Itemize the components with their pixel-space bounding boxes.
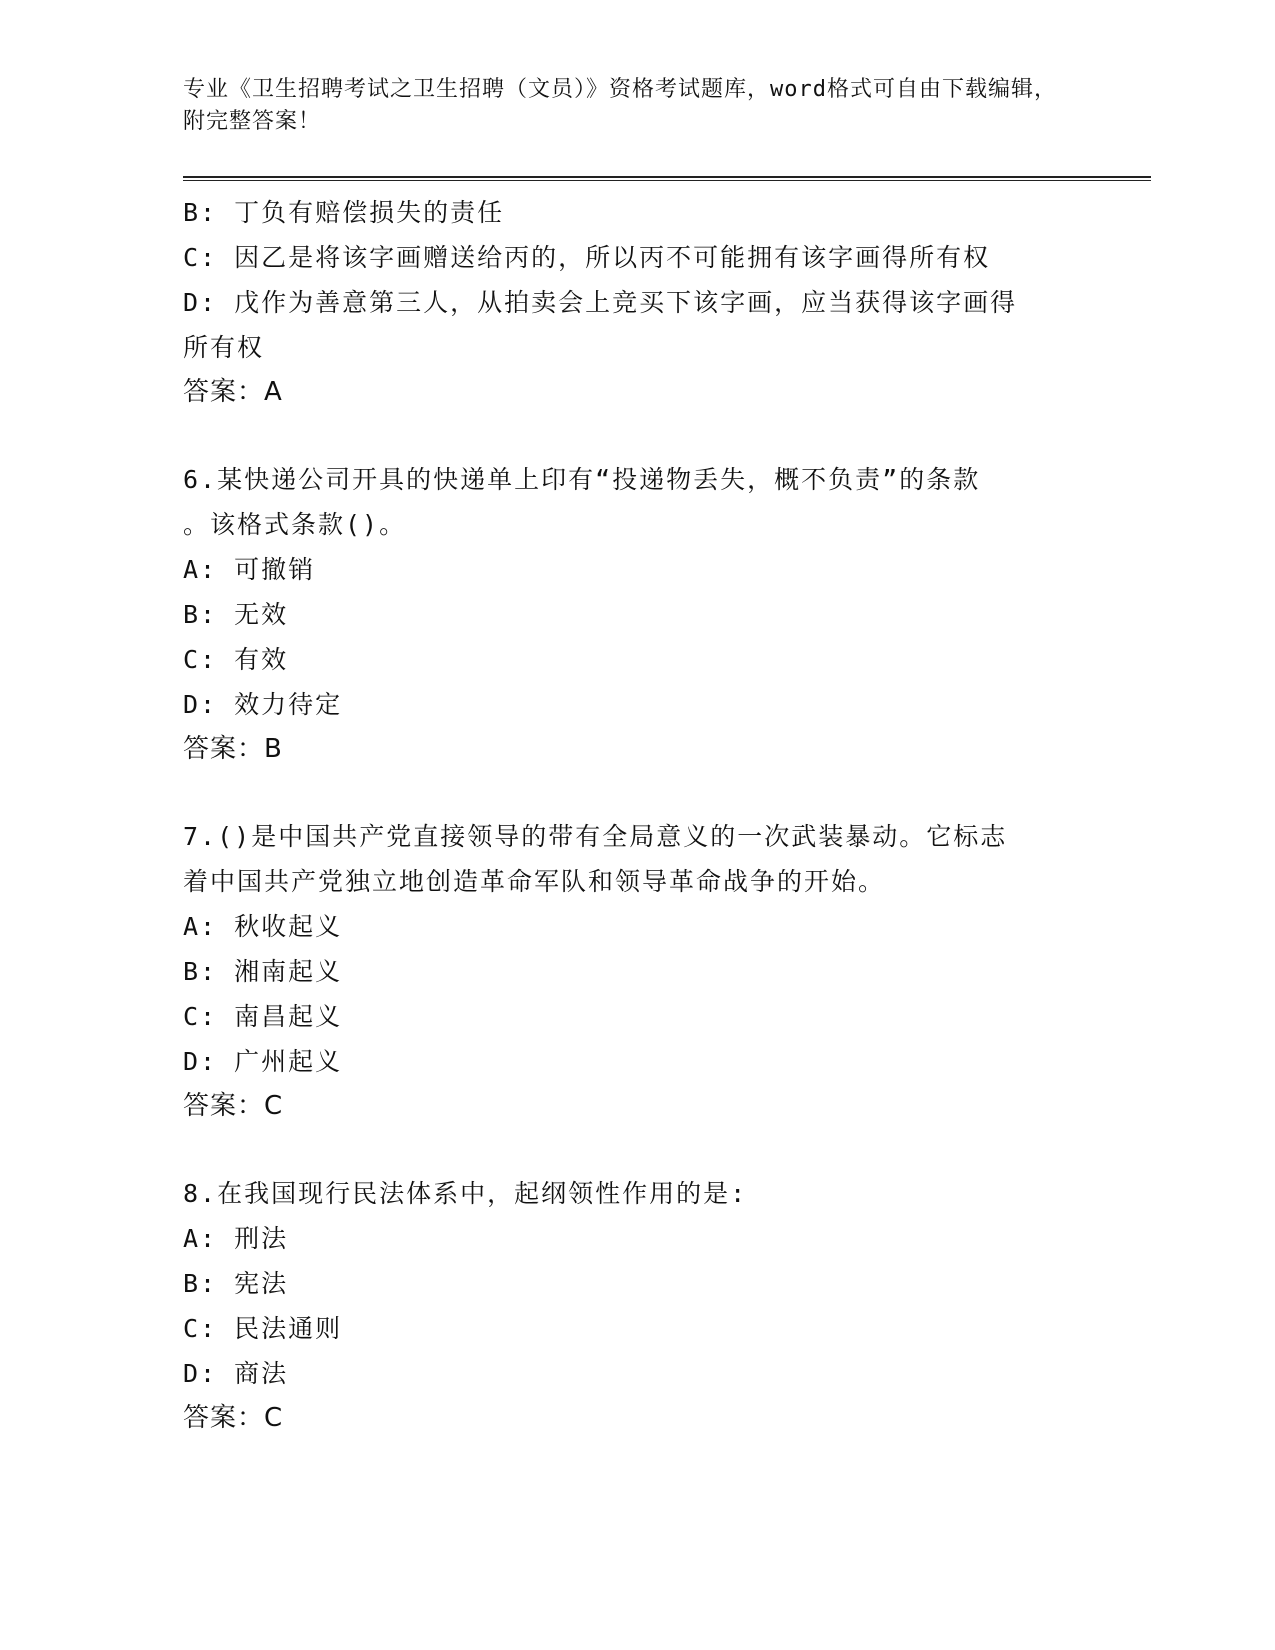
question-7-option-c: C: 南昌起义 xyxy=(183,1002,343,1031)
question-6-stem-continuation: 。该格式条款()。 xyxy=(183,510,407,539)
question-7-option-b: B: 湘南起义 xyxy=(183,957,343,986)
question-8-option-b: B: 宪法 xyxy=(183,1269,289,1298)
question-7-stem: 7.()是中国共产党直接领导的带有全局意义的一次武装暴动。它标志 xyxy=(183,822,1008,851)
question-6-stem: 6.某快递公司开具的快递单上印有“投递物丢失，概不负责”的条款 xyxy=(183,465,981,494)
question-6-option-c: C: 有效 xyxy=(183,645,289,674)
question-8-option-c: C: 民法通则 xyxy=(183,1314,343,1343)
question-content xyxy=(183,190,1083,1441)
question-8-option-a: A: 刑法 xyxy=(183,1224,289,1253)
question-8-answer: 答案：C xyxy=(183,1403,284,1433)
question-8-option-d: D: 商法 xyxy=(183,1359,289,1388)
answer-line: 答案：A xyxy=(183,377,283,407)
question-7-option-a: A: 秋收起义 xyxy=(183,912,343,941)
question-6-answer: 答案：B xyxy=(183,734,283,764)
option-c: C: 因乙是将该字画赠送给丙的，所以丙不可能拥有该字画得所有权 xyxy=(183,243,991,272)
document-header: 专业《卫生招聘考试之卫生招聘（文员）》资格考试题库，word格式可自由下载编辑，附完整答案！ xyxy=(183,77,1057,134)
question-8-stem: 8.在我国现行民法体系中，起纲领性作用的是: xyxy=(183,1179,748,1208)
spacer xyxy=(183,772,1083,814)
option-b: B: 丁负有赔偿损失的责任 xyxy=(183,198,505,227)
option-d: D: 戊作为善意第三人，从拍卖会上竞买下该字画，应当获得该字画得 xyxy=(183,288,1018,317)
question-6-option-b: B: 无效 xyxy=(183,600,289,629)
option-d-continuation: 所有权 xyxy=(183,333,265,362)
question-7-option-d: D: 广州起义 xyxy=(183,1047,343,1076)
question-7-stem-continuation: 着中国共产党独立地创造革命军队和领导革命战争的开始。 xyxy=(183,867,886,896)
spacer xyxy=(183,1129,1083,1171)
question-6-option-a: A: 可撤销 xyxy=(183,555,316,584)
spacer xyxy=(183,415,1083,457)
question-7-answer: 答案：C xyxy=(183,1091,284,1121)
header-divider xyxy=(183,176,1151,181)
question-6-option-d: D: 效力待定 xyxy=(183,690,343,719)
